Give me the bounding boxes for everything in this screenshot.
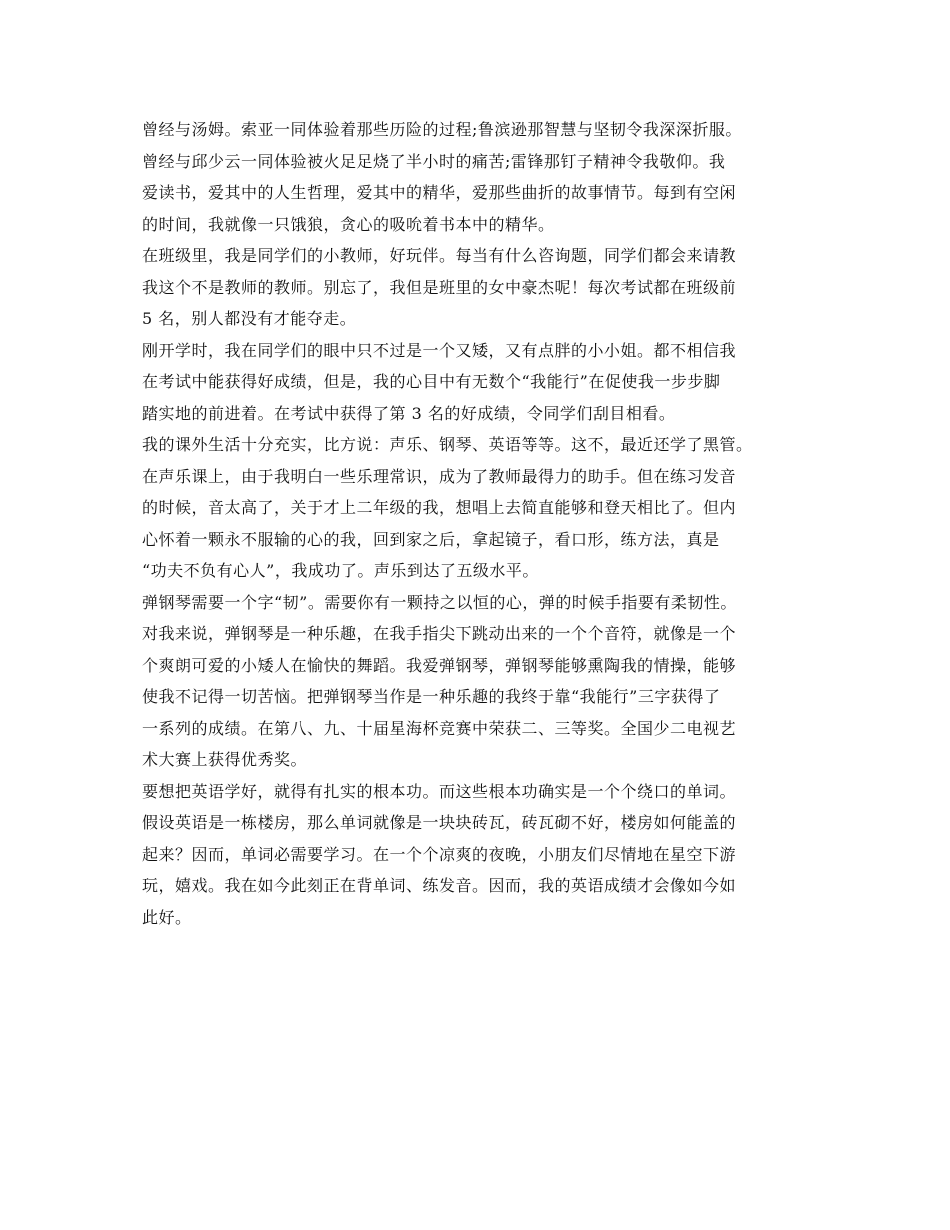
text-line: 使我不记得一切苦恼。把弹钢琴当作是一种乐趣的我终于靠“我能行”三字获得了 [142,687,721,706]
text-line: 玩，嬉戏。我在如今此刻正在背单词、练发音。因而，我的英语成绩才会像如今如 [142,876,737,895]
document-body [142,114,832,933]
text-line: 一系列的成绩。在第八、九、十届星海杯竞赛中荣获二、三等奖。全国少二电视艺 [142,718,737,738]
text-line: 的时间，我就像一只饿狼，贪心的吸吮着书本中的精华。 [142,214,555,234]
text-line: 曾经与汤姆。索亚一同体验着那些历险的过程;鲁滨逊那智慧与坚韧令我深深折服。 [142,120,742,139]
text-line: 在考试中能获得好成绩，但是，我的心目中有无数个“我能行”在促使我一步步脚 [142,372,721,391]
text-line: 在声乐课上，由于我明白一些乐理常识，成为了教师最得力的助手。但在练习发音 [142,466,737,486]
text-line: 弹钢琴需要一个字“韧”。需要你有一颗持之以恒的心，弹的时候手指要有柔韧性。 [142,592,737,612]
text-line: 踏实地的前进着。在考试中获得了第 3 名的好成绩，令同学们刮目相看。 [142,403,676,423]
text-line: 的时候，音太高了，关于才上二年级的我，想唱上去简直能够和登天相比了。但内 [142,498,737,517]
text-line: 我的课外生活十分充实，比方说：声乐、钢琴、英语等等。这不，最近还学了黑管。 [142,435,753,454]
text-line: 术大赛上获得优秀奖。 [142,750,308,769]
text-line: 刚开学时，我在同学们的眼中只不过是一个又矮，又有点胖的小小姐。都不相信我 [142,340,737,360]
text-line: 此好。 [142,907,192,927]
text-line: 我这个不是教师的教师。别忘了，我但是班里的女中豪杰呢！每次考试都在班级前 [142,277,737,297]
text-line: 爱读书，爱其中的人生哲理，爱其中的精华，爱那些曲折的故事情节。每到有空闲 [142,183,737,202]
text-line: 对我来说，弹钢琴是一种乐趣，在我手指尖下跳动出来的一个个音符，就像是一个 [142,624,737,643]
text-line: 要想把英语学好，就得有扎实的根本功。而这些根本功确实是一个个绕口的单词。 [142,781,737,801]
text-line: 假设英语是一栋楼房，那么单词就像是一块块砖瓦，砖瓦砌不好，楼房如何能盖的 [142,813,737,832]
text-line: “功夫不负有心人”，我成功了。声乐到达了五级水平。 [142,561,539,580]
text-line: 个爽朗可爱的小矮人在愉快的舞蹈。我爱弹钢琴，弹钢琴能够熏陶我的情操，能够 [142,655,737,675]
text-line: 曾经与邱少云一同体验被火足足烧了半小时的痛苦;雷锋那钉子精神令我敬仰。我 [142,151,726,171]
text-line: 起来？因而，单词必需要学习。在一个个凉爽的夜晚，小朋友们尽情地在星空下游 [142,844,737,864]
text-line: 心怀着一颗永不服输的心的我，回到家之后，拿起镜子，看口形，练方法，真是 [142,529,720,549]
text-line: 在班级里，我是同学们的小教师，好玩伴。每当有什么咨询题，同学们都会来请教 [142,246,737,265]
text-line: 5 名，别人都没有才能夺走。 [142,309,357,328]
